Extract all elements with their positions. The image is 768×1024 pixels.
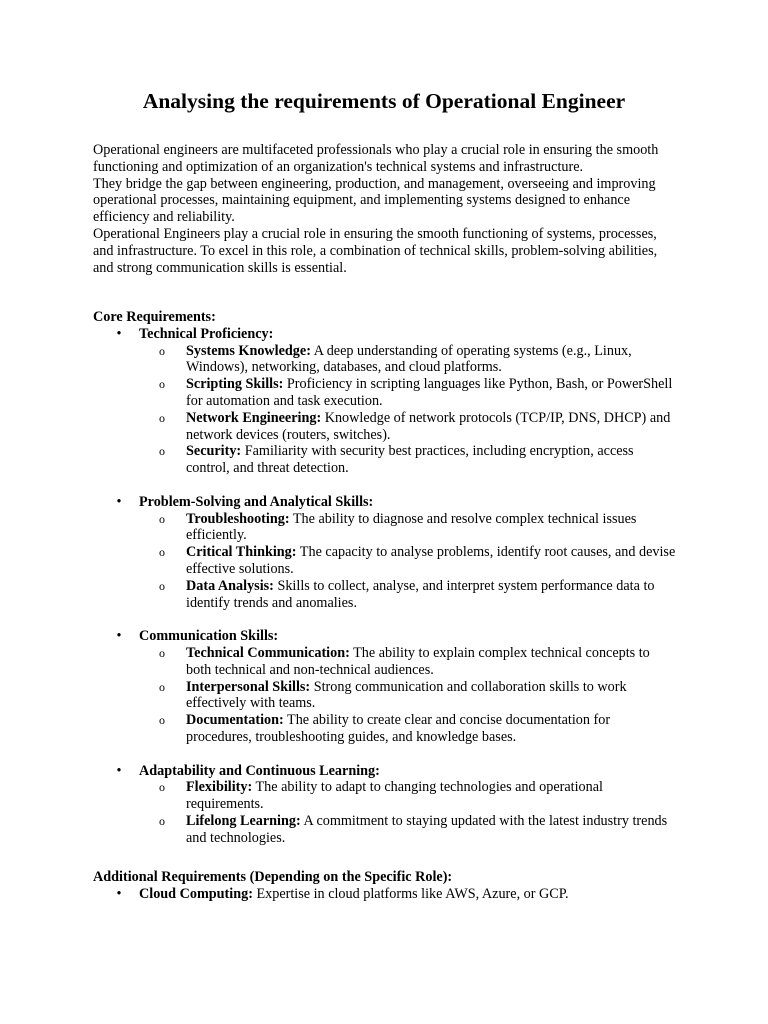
- additional-requirements-section: [93, 869, 678, 903]
- additional-requirements-heading: Additional Requirements (Depending on the Specific Role):: [93, 869, 453, 885]
- sub-bullet-icon: o: [159, 780, 165, 795]
- item-term: Data Analysis:: [186, 577, 274, 594]
- sub-bullet-icon: o: [159, 343, 165, 358]
- item-term: Systems Knowledge:: [186, 342, 311, 359]
- item-term: Security:: [186, 443, 242, 460]
- item-text: A commitment to staying updated with the latest industry trends and technologies.: [186, 812, 668, 846]
- item-term: Cloud Computing:: [139, 885, 253, 902]
- list-item: [139, 511, 678, 545]
- list-item: [93, 886, 678, 903]
- list-item: [139, 343, 678, 377]
- core-requirements-section: [93, 309, 678, 847]
- core-requirements-list: [93, 326, 678, 847]
- bullet-icon: •: [116, 885, 122, 902]
- bullet-icon: •: [116, 325, 122, 342]
- intro-paragraph: They bridge the gap between engineering, production, and management, overseeing and improving operational processes, maintaining equipment, and implementing systems designed to enhance efficiency and reliability.: [93, 175, 656, 226]
- requirement-group-adaptability: [93, 763, 678, 847]
- item-text: Familiarity with security best practices, including encryption, access control, and threat detection.: [186, 443, 634, 477]
- intro-paragraph: Operational engineers are multifaceted professionals who play a crucial role in ensuring the smooth functioning and optimization of an organization's technical systems and infrastructure.: [93, 142, 659, 175]
- item-term: Lifelong Learning:: [186, 812, 301, 829]
- item-term: Network Engineering:: [186, 409, 322, 426]
- item-text: The ability to explain complex technical concepts to both technical and non-technical audiences.: [186, 644, 650, 678]
- spacer: [139, 477, 678, 494]
- requirement-group-communication: [93, 628, 678, 762]
- list-item: [139, 410, 678, 444]
- item-term: Documentation:: [186, 712, 284, 729]
- sub-bullet-icon: o: [159, 713, 165, 728]
- group-items: [139, 779, 678, 846]
- list-item: [139, 779, 678, 813]
- item-text: Expertise in cloud platforms like AWS, Azure, or GCP.: [252, 885, 569, 902]
- requirement-group-technical-proficiency: [93, 326, 678, 494]
- intro-paragraph: Operational Engineers play a crucial role in ensuring the smooth functioning of systems, processes, and infrastructure. To excel in this role, a combination of technical skills, problem-solving abilities, and strong communication skills is essential.: [93, 225, 658, 276]
- core-requirements-heading: Core Requirements:: [93, 309, 216, 325]
- additional-requirements-list: [93, 886, 678, 903]
- list-item: [139, 679, 678, 713]
- list-item: [139, 443, 678, 477]
- bullet-icon: •: [116, 628, 122, 645]
- sub-bullet-icon: o: [159, 377, 165, 392]
- bullet-icon: •: [116, 762, 122, 779]
- group-title: Technical Proficiency:: [139, 325, 274, 342]
- bullet-icon: •: [116, 493, 122, 510]
- item-text: The ability to create clear and concise documentation for procedures, troubleshooting guides, and knowledge bases.: [186, 712, 611, 745]
- item-text: The ability to diagnose and resolve complex technical issues efficiently.: [186, 510, 637, 544]
- item-term: Troubleshooting:: [186, 510, 290, 527]
- spacer: [139, 746, 678, 763]
- sub-bullet-icon: o: [159, 511, 165, 526]
- list-item: [139, 544, 678, 578]
- item-term: Scripting Skills:: [186, 376, 284, 393]
- item-text: Knowledge of network protocols (TCP/IP, DNS, DHCP) and network devices (routers, switches).: [186, 409, 671, 443]
- group-title: Adaptability and Continuous Learning:: [139, 762, 380, 779]
- group-items: [139, 645, 678, 746]
- list-item: [139, 813, 678, 847]
- list-item: [139, 376, 678, 410]
- sub-bullet-icon: o: [159, 410, 165, 425]
- group-items: [139, 343, 678, 477]
- list-item: [139, 645, 678, 679]
- item-term: Interpersonal Skills:: [186, 678, 311, 695]
- item-term: Critical Thinking:: [186, 544, 297, 561]
- list-item: [139, 578, 678, 612]
- list-item: [139, 712, 678, 746]
- sub-bullet-icon: o: [159, 645, 165, 660]
- sub-bullet-icon: o: [159, 813, 165, 828]
- document-title: Analysing the requirements of Operational Engineer: [142, 89, 626, 113]
- item-text: Proficiency in scripting languages like Python, Bash, or PowerShell for automation and task execution.: [186, 376, 673, 409]
- group-items: [139, 511, 678, 612]
- intro-section: [93, 142, 678, 276]
- spacer: [139, 611, 678, 628]
- item-text: The capacity to analyse problems, identify root causes, and devise effective solutions.: [186, 544, 676, 577]
- item-text: A deep understanding of operating systems (e.g., Linux, Windows), networking, databases, and cloud platforms.: [186, 342, 632, 376]
- sub-bullet-icon: o: [159, 578, 165, 593]
- item-term: Technical Communication:: [186, 644, 350, 661]
- item-text: The ability to adapt to changing technologies and operational requirements.: [186, 779, 603, 813]
- item-term: Flexibility:: [186, 779, 253, 796]
- group-title: Problem-Solving and Analytical Skills:: [139, 493, 374, 510]
- sub-bullet-icon: o: [159, 545, 165, 560]
- sub-bullet-icon: o: [159, 679, 165, 694]
- item-text: Skills to collect, analyse, and interpret system performance data to identify trends and anomalies.: [186, 577, 655, 611]
- requirement-group-problem-solving: [93, 494, 678, 628]
- group-title: Communication Skills:: [139, 628, 279, 645]
- item-text: Strong communication and collaboration skills to work effectively with teams.: [186, 678, 627, 712]
- sub-bullet-icon: o: [159, 444, 165, 459]
